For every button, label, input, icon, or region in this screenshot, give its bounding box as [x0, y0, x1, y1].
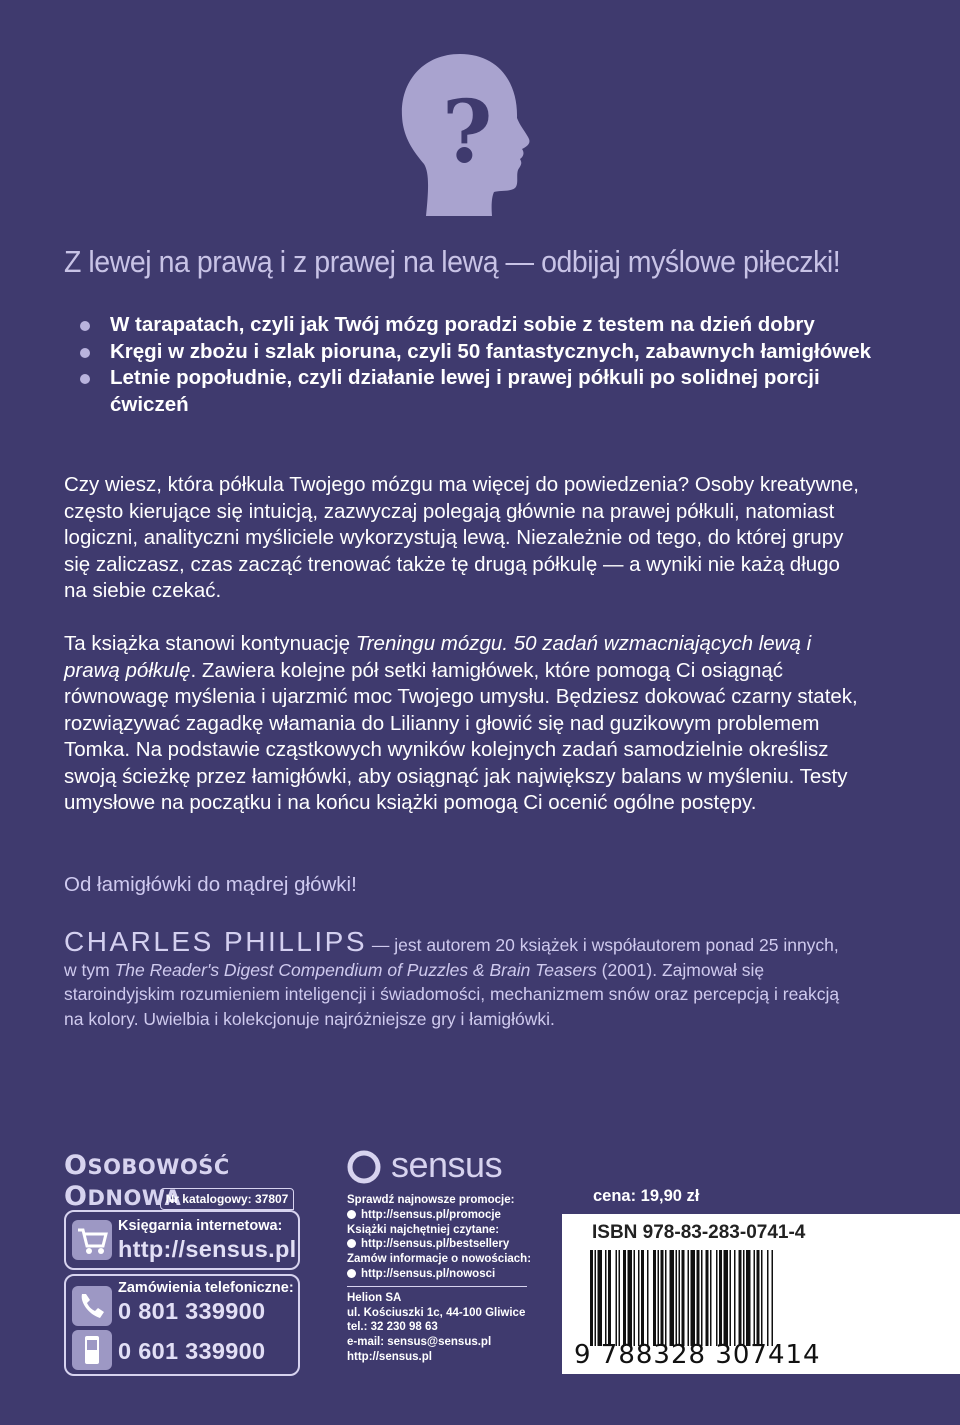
barcode-bar [641, 1250, 644, 1346]
barcode-bar [634, 1250, 636, 1346]
barcode-bar [724, 1250, 729, 1346]
barcode-bar [682, 1250, 685, 1346]
online-shop-box[interactable] [64, 1210, 300, 1270]
barcode-bar [661, 1250, 664, 1346]
barcode-bar [608, 1250, 611, 1346]
barcode-bar [676, 1250, 678, 1346]
series-block [64, 1150, 300, 1364]
barcode-bar [605, 1250, 607, 1346]
barcode-bar [598, 1250, 603, 1346]
barcode-bar [697, 1250, 700, 1346]
barcode-bar [688, 1250, 690, 1346]
barcode-bar [710, 1250, 712, 1346]
barcode-bar [716, 1250, 718, 1346]
barcode-bar [623, 1250, 626, 1346]
address-street: ul. Kościuszki 1c, 44-100 Gliwice [347, 1306, 526, 1319]
shop-label: Księgarnia internetowa: [118, 1218, 283, 1234]
phone-label: Zamówienia telefoniczne: [118, 1280, 294, 1296]
feature-list [78, 312, 878, 418]
barcode-bar [706, 1250, 709, 1346]
promo-link[interactable]: http://sensus.pl/promocje [347, 1208, 557, 1223]
author-name: CHARLES PHILLIPS [64, 926, 367, 957]
barcode-bar [691, 1250, 696, 1346]
barcode-bar [628, 1250, 633, 1346]
description-paragraph: Czy wiesz, która półkula Twojego mózgu ma więcej do powiedzenia? Osoby kreatywne, często kierujące się intuicją, zazwyczaj polegają głównie na prawej półkuli, natomiast logiczni, analityczni myśliciele wykorzystują lewą. Niezależnie od tego, do której grupy się zaliczasz, czas zacząć trenować także tę drugą półkulę — a wyniki nie każą długo na siebie czekać. [64, 473, 859, 602]
barcode-bar [679, 1250, 681, 1346]
sensus-logo: sensus [391, 1144, 503, 1185]
barcode-bar [653, 1250, 656, 1346]
barcode-bar [595, 1250, 597, 1346]
bullet-icon [347, 1269, 356, 1278]
barcode-bar [754, 1250, 756, 1346]
barcode-image [590, 1250, 832, 1346]
news-link[interactable]: http://sensus.pl/nowosci [347, 1267, 557, 1282]
barcode-bar [638, 1250, 640, 1346]
phone-number-landline[interactable]: 0 801 339900 [118, 1298, 266, 1324]
barcode-bar [665, 1250, 667, 1346]
barcode-bar [734, 1250, 736, 1346]
author-bio: CHARLES PHILLIPS — jest autorem 20 książek i współautorem ponad 25 innych, w tym The Reader's Digest Compendium of Puzzles & Brain Teasers (2001). Zajmował się staroindyjskim rozumieniem inteligencji i świadomości, mechanizmem snów oraz percepcją i reakcją na kolory. Uwielbia i kolekcjonuje najróżniejsze gry i łamigłówki. [64, 926, 840, 1029]
address-url[interactable]: http://sensus.pl [347, 1350, 432, 1363]
barcode-bar [730, 1250, 732, 1346]
barcode-bar [743, 1250, 745, 1346]
bestsellers-link[interactable]: http://sensus.pl/bestsellery [347, 1237, 557, 1252]
divider [347, 1286, 527, 1287]
barcode-bar [757, 1250, 760, 1346]
sensus-logo-icon [347, 1150, 381, 1184]
slogan: Od łamigłówki do mądrej główki! [64, 873, 357, 896]
list-item: Kręgi w zbożu i szlak pioruna, czyli 50 fantastycznych, zabawnych łamigłówek [78, 339, 878, 366]
barcode-bar [767, 1250, 769, 1346]
shop-url[interactable]: http://sensus.pl [118, 1236, 297, 1262]
phone-icon [72, 1286, 112, 1326]
barcode-box [562, 1214, 960, 1374]
isbn: ISBN 978-83-283-0741-4 [592, 1222, 806, 1243]
catalog-number: Nr katalogowy: 37807 [160, 1188, 294, 1210]
continuation-paragraph: Ta książka stanowi kontynuację Treningu mózgu. 50 zadań wzmacniających lewą i prawą półkulę. Zawiera kolejne pół setki łamigłówek, które pomogą Ci osiągnąć równowagę myślenia i ujarzmić moc Twojego umysłu. Będziesz dokować czarny statek, rozwiązywać zagadkę włamania do Lilianny i głowić się nad guzikowym problemem Tomka. Na podstawie cząstkowych wyników kolejnych zadań samodzielnie określisz swoją ścieżkę przez łamigłówki, aby osiągnąć jak największy balans w myśleniu. Testy umysłowe na początku i na końcu książki pomogą Ci ocenić ogólne postępy. [64, 632, 858, 814]
barcode-bar [719, 1250, 722, 1346]
mobile-icon [72, 1330, 112, 1370]
barcode-bar [761, 1250, 763, 1346]
address-name: Helion SA [347, 1291, 402, 1304]
bullet-icon [347, 1210, 356, 1219]
barcode-bar [670, 1250, 675, 1346]
tagline: Z lewej na prawą i z prawej na lewą — odbijaj myślowe piłeczki! [64, 244, 841, 279]
barcode-bar [739, 1250, 742, 1346]
phone-number-mobile[interactable]: 0 601 339900 [118, 1338, 266, 1364]
bullet-icon [80, 374, 90, 384]
barcode-bar [701, 1250, 703, 1346]
bullet-icon [80, 348, 90, 358]
barcode-bar [772, 1250, 774, 1346]
barcode-bar [647, 1250, 649, 1346]
list-item: W tarapatach, czyli jak Twój mózg poradzi sobie z testem na dzień dobry [78, 312, 878, 339]
bullet-icon [347, 1239, 356, 1248]
publisher-info: Sprawdź najnowsze promocje: http://sensus.pl/promocje Książki najchętniej czytane: http://sensus.pl/bestsellery Zamów informacje o nowościach: http://sensus.pl/nowosci Helion SA ul. Kościuszki 1c, 44-100 Gliwice tel.: 32 230 98 63 e-mail: sensus@sensus.pl http://sensus.pl [347, 1193, 557, 1365]
bullet-icon [80, 321, 90, 331]
address-email[interactable]: e-mail: sensus@sensus.pl [347, 1336, 492, 1349]
list-item: Letnie popołudnie, czyli działanie lewej i prawej półkuli po solidnej porcji ćwiczeń [78, 365, 878, 418]
barcode-bar [658, 1250, 660, 1346]
cart-icon [72, 1220, 112, 1260]
barcode-digits: 9 788328 307414 [574, 1340, 821, 1370]
price: cena: 19,90 zł [593, 1187, 700, 1205]
address-phone: tel.: 32 230 98 63 [347, 1321, 438, 1334]
svg-text:?: ? [442, 82, 493, 183]
barcode-bar [619, 1250, 621, 1346]
series-logo: OSOBOWOŚĆ ODNOWA [64, 1150, 230, 1212]
book-title-italic: Treningu mózgu. 50 zadań wzmacniających lewą i prawą półkulę [64, 632, 812, 682]
barcode-bar [590, 1250, 593, 1346]
barcode-bar [616, 1250, 618, 1346]
barcode-bar [746, 1250, 751, 1346]
phone-orders-box [64, 1274, 300, 1376]
head-question-icon [398, 52, 533, 217]
